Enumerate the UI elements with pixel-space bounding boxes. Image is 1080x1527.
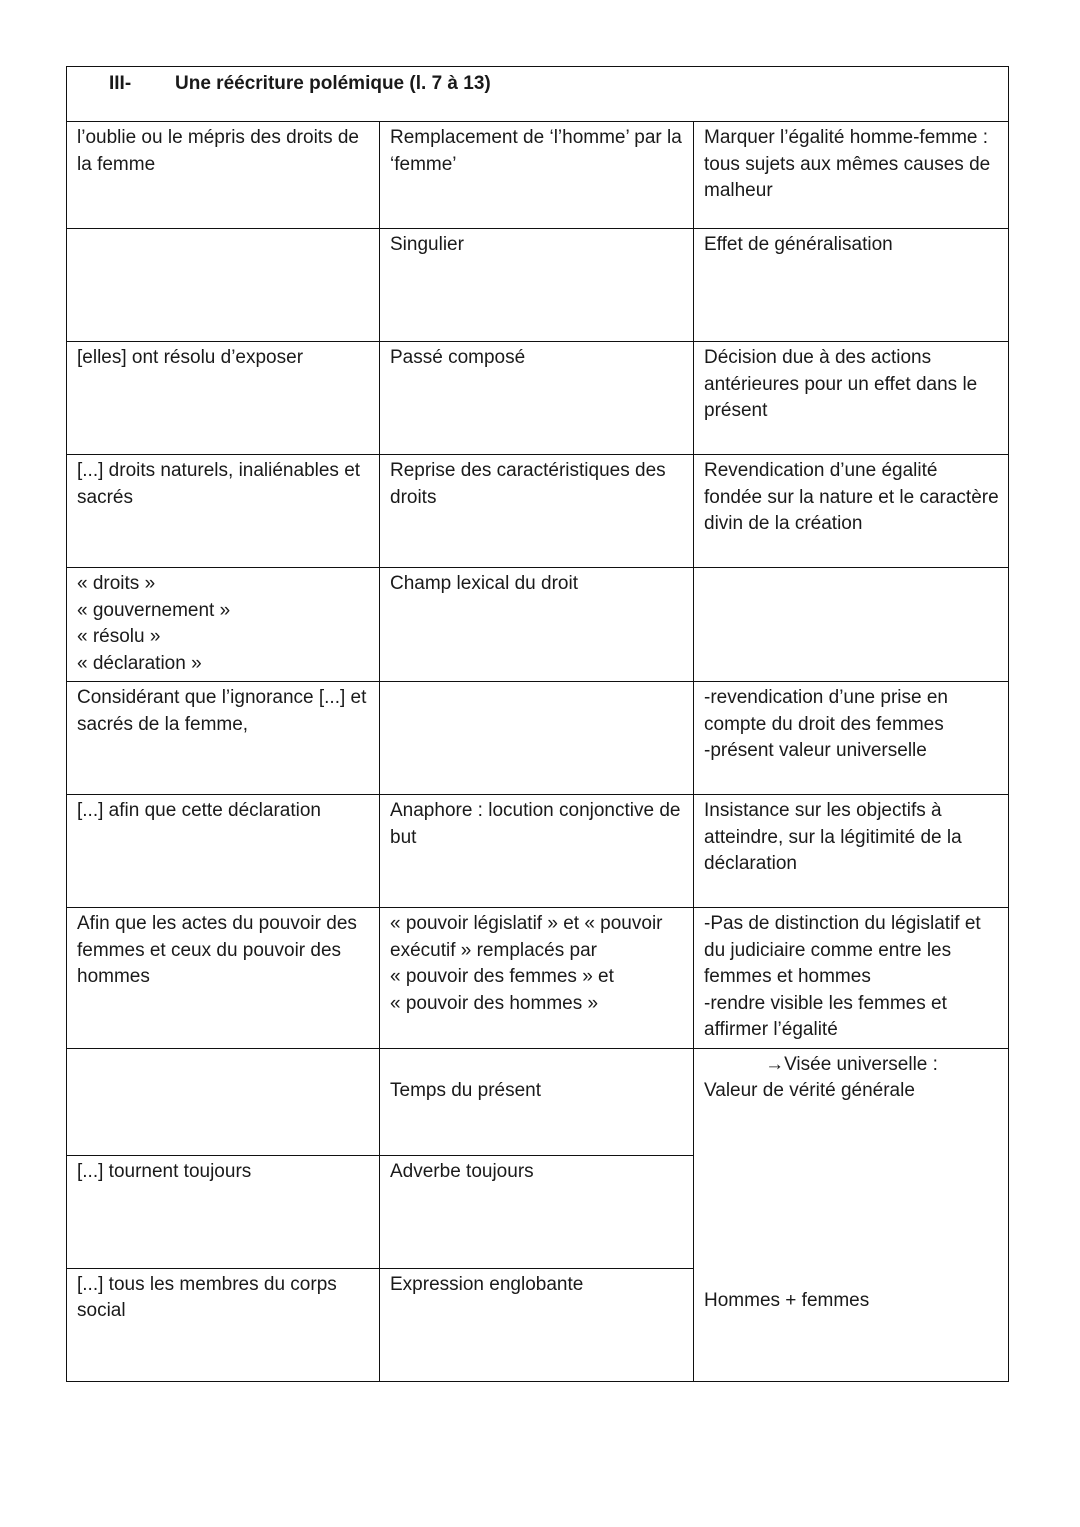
effet-cell bbox=[694, 908, 1009, 1049]
procede-line: « pouvoir des femmes » et bbox=[390, 966, 614, 987]
procede-cell bbox=[380, 682, 694, 795]
table-row bbox=[67, 795, 1009, 908]
citation-cell: [...] afin que cette déclaration bbox=[67, 795, 380, 908]
citation-cell: [...] tournent toujours bbox=[67, 1155, 380, 1268]
citation-cell: [elles] ont résolu d’exposer bbox=[67, 342, 380, 455]
citation-cell bbox=[67, 568, 380, 682]
effet-cell-merged bbox=[694, 1048, 1009, 1381]
table-row bbox=[67, 908, 1009, 1049]
citation-cell: [...] tous les membres du corps social bbox=[67, 1268, 380, 1381]
effet-line: Valeur de vérité générale bbox=[704, 1080, 915, 1101]
quoted-word: « gouvernement » bbox=[77, 599, 231, 621]
section-header-row bbox=[67, 67, 1009, 122]
table-row bbox=[67, 342, 1009, 455]
table-row bbox=[67, 455, 1009, 568]
procede-cell: Singulier bbox=[380, 229, 694, 342]
procede-cell: Anaphore : locution conjonctive de but bbox=[380, 795, 694, 908]
table-row bbox=[67, 568, 1009, 682]
citation-cell: Considérant que l’ignorance [...] et sacrés de la femme, bbox=[67, 682, 380, 795]
procede-line: « pouvoir législatif » et « pouvoir exécutif » remplacés par bbox=[390, 913, 668, 961]
table-row bbox=[67, 1048, 1009, 1155]
table-row bbox=[67, 229, 1009, 342]
effet-line: Hommes + femmes bbox=[704, 1289, 870, 1311]
effet-line: -présent valeur universelle bbox=[704, 740, 927, 761]
procede-cell: Reprise des caractéristiques des droits bbox=[380, 455, 694, 568]
procede-cell: Passé composé bbox=[380, 342, 694, 455]
quoted-word: « déclaration » bbox=[77, 652, 202, 674]
visee-universelle-label: →Visée universelle : bbox=[765, 1053, 938, 1075]
procede-cell: Remplacement de ‘l’homme’ par la ‘femme’ bbox=[380, 122, 694, 229]
effet-cell bbox=[694, 682, 1009, 795]
effet-cell bbox=[694, 568, 1009, 682]
quoted-word: « résolu » bbox=[77, 626, 161, 647]
section-title: Une réécriture polémique (l. 7 à 13) bbox=[175, 73, 491, 94]
citation-cell bbox=[67, 229, 380, 342]
procede-line: « pouvoir des hommes » bbox=[390, 992, 599, 1014]
effet-line: -rendre visible les femmes et affirmer l’égalité bbox=[704, 992, 953, 1040]
procede-cell bbox=[380, 908, 694, 1049]
table-row bbox=[67, 682, 1009, 795]
effet-cell: Revendication d’une égalité fondée sur la nature et le caractère divin de la création bbox=[694, 455, 1009, 568]
effet-cell: Marquer l’égalité homme-femme : tous sujets aux mêmes causes de malheur bbox=[694, 122, 1009, 229]
table-row bbox=[67, 122, 1009, 229]
analysis-table bbox=[66, 66, 1009, 1382]
citation-cell: [...] droits naturels, inaliénables et sacrés bbox=[67, 455, 380, 568]
effet-line: -revendication d’une prise en compte du droit des femmes bbox=[704, 687, 954, 735]
citation-cell bbox=[67, 1048, 380, 1155]
section-heading bbox=[67, 67, 1009, 122]
citation-cell: Afin que les actes du pouvoir des femmes et ceux du pouvoir des hommes bbox=[67, 908, 380, 1049]
section-number: III- bbox=[109, 73, 132, 94]
effet-cell: Effet de généralisation bbox=[694, 229, 1009, 342]
effet-line: -Pas de distinction du législatif et du judiciaire comme entre les femmes et hommes bbox=[704, 913, 986, 987]
procede-cell: Temps du présent bbox=[380, 1048, 694, 1155]
effet-cell: Insistance sur les objectifs à atteindre, sur la légitimité de la déclaration bbox=[694, 795, 1009, 908]
quoted-word: « droits » bbox=[77, 573, 156, 594]
effet-cell: Décision due à des actions antérieures pour un effet dans le présent bbox=[694, 342, 1009, 455]
procede-cell: Adverbe toujours bbox=[380, 1155, 694, 1268]
procede-cell: Expression englobante bbox=[380, 1268, 694, 1381]
citation-cell: l’oublie ou le mépris des droits de la femme bbox=[67, 122, 380, 229]
procede-cell: Champ lexical du droit bbox=[380, 568, 694, 682]
